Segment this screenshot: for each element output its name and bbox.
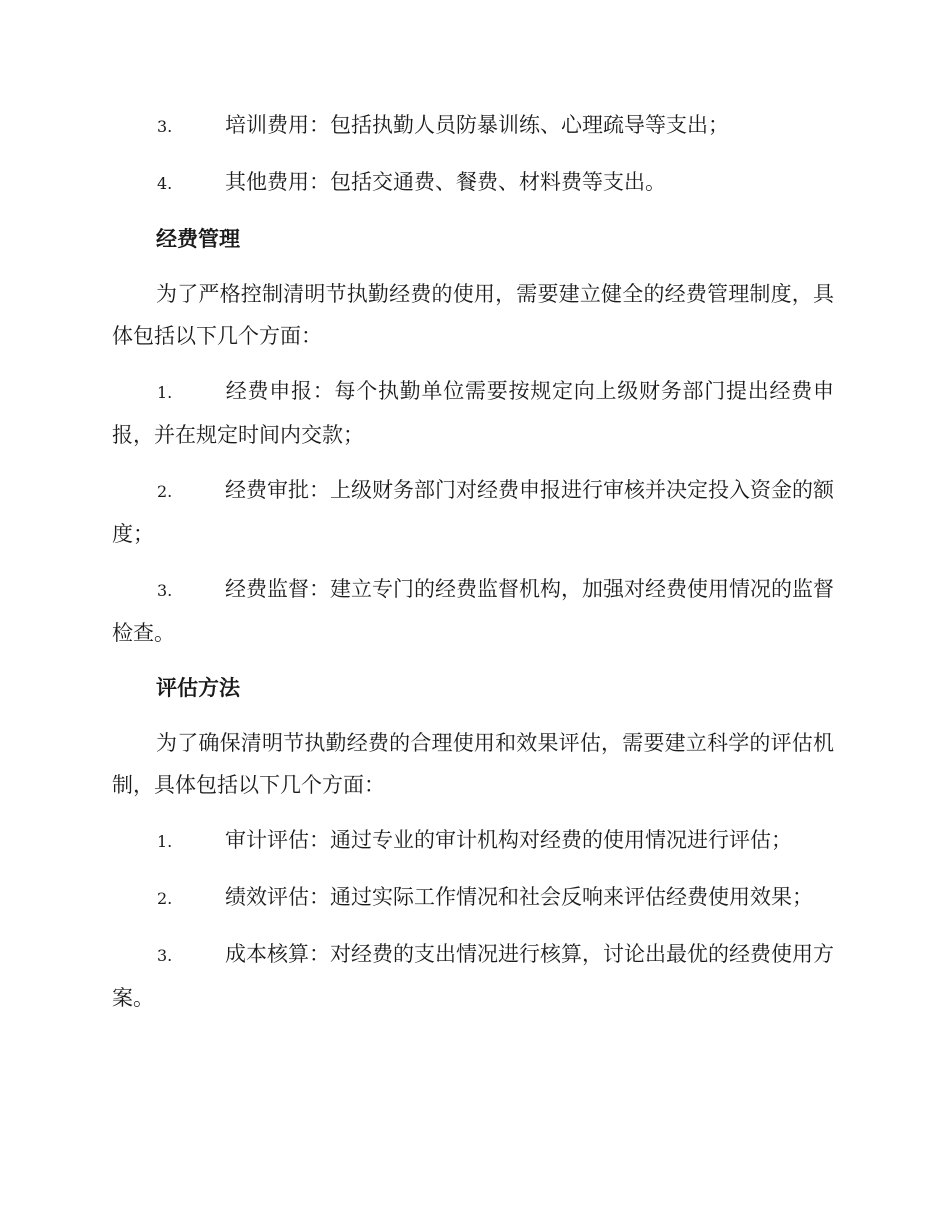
- list-item-text: 经费审批：上级财务部门对经费申报进行审核并决定投入资金的额度；: [112, 478, 834, 546]
- list-item-text: 其他费用：包括交通费、餐费、材料费等支出。: [225, 170, 666, 194]
- list-item-number: 3.: [157, 117, 173, 136]
- section-paragraph: 为了确保清明节执勤经费的合理使用和效果评估，需要建立科学的评估机制，具体包括以下几个方面：: [112, 731, 834, 797]
- list-item: [112, 933, 834, 1019]
- list-item-number: 3.: [157, 581, 173, 600]
- list-item: [112, 104, 834, 148]
- section-heading-evaluation: 评估方法: [156, 676, 240, 700]
- list-item-number: 2.: [157, 482, 173, 501]
- list-item-text: 经费监督：建立专门的经费监督机构，加强对经费使用情况的监督检查。: [112, 577, 834, 645]
- list-item-number: 3.: [157, 946, 173, 965]
- list-item-number: 4.: [157, 174, 173, 193]
- list-item-text: 绩效评估：通过实际工作情况和社会反响来评估经费使用效果；: [225, 885, 813, 909]
- section-heading-management: 经费管理: [156, 227, 240, 251]
- list-item: [112, 161, 834, 205]
- list-item-number: 1.: [157, 383, 173, 402]
- list-item-text: 审计评估：通过专业的审计机构对经费的使用情况进行评估；: [225, 828, 792, 852]
- list-item: [112, 876, 834, 920]
- list-item-text: 培训费用：包括执勤人员防暴训练、心理疏导等支出；: [225, 113, 729, 137]
- list-item-text: 经费申报：每个执勤单位需要按规定向上级财务部门提出经费申报，并在规定时间内交款；: [112, 379, 834, 447]
- list-item-number: 2.: [157, 889, 173, 908]
- list-item: [112, 370, 834, 456]
- document-page: [112, 104, 834, 1019]
- list-item: [112, 469, 834, 555]
- list-item: [112, 819, 834, 863]
- list-item-text: 成本核算：对经费的支出情况进行核算，讨论出最优的经费使用方案。: [112, 942, 834, 1010]
- section-paragraph: 为了严格控制清明节执勤经费的使用，需要建立健全的经费管理制度，具体包括以下几个方面：: [112, 282, 834, 348]
- list-item-number: 1.: [157, 832, 173, 851]
- list-item: [112, 568, 834, 654]
